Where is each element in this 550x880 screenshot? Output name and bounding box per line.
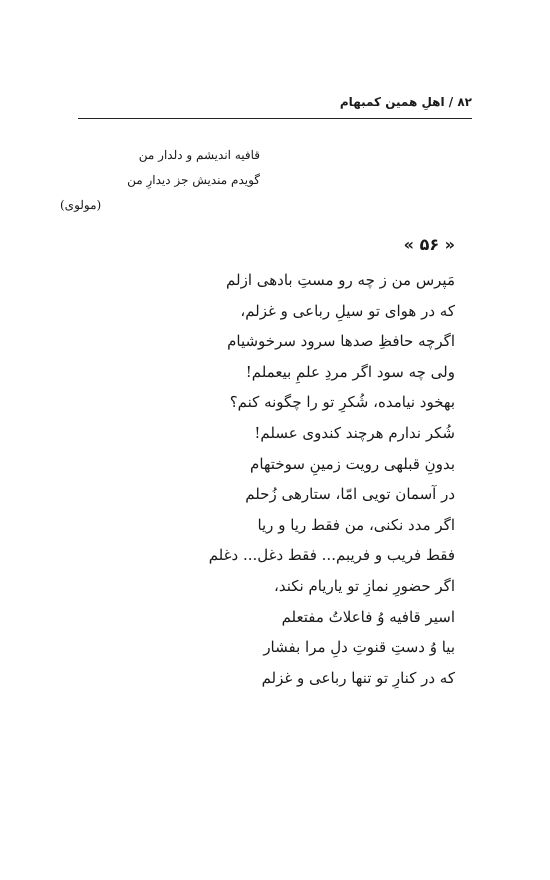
- epigraph: [60, 143, 260, 218]
- poem-number: « ۵۶ »: [403, 235, 455, 254]
- poem-line: فقط فریب و فریبم... فقط دغل... دغلم: [208, 546, 455, 565]
- poem-line: اگر حضورِ نمازِ تو یاریام نکند،: [273, 576, 455, 595]
- epigraph-poet: (مولوی): [60, 198, 102, 212]
- poem-body: [95, 265, 455, 693]
- epigraph-line: قافیه اندیشم و دلدار من: [138, 148, 260, 162]
- poem-line: ولی چه سود اگر مردِ علمِ بیعملم!: [245, 362, 455, 381]
- poem-line: شُکر ندارم هرچند کندوی عسلم!: [254, 423, 455, 442]
- poem-line: در آسمان تویی امّا، ستارهی زُحلم: [245, 485, 455, 504]
- poem-line: اگر مدد نکنی، من فقط ریا و ریا: [257, 515, 455, 534]
- running-header: ۸۲ / اهلِ همین کمبهام: [339, 95, 472, 109]
- poem-line: اگرچه حافظِ صدها سرود سرخوشیام: [227, 332, 455, 351]
- poem-line: که در کنارِ تو تنها رباعی و غزلم: [261, 668, 455, 687]
- poem-line: بدونِ قبلهی رویت زمینِ سوختهام: [250, 454, 455, 473]
- poem-line: اسیر قافیه وُ فاعلاتُ مفتعلم: [281, 607, 455, 626]
- poem-line: بهخود نیامده، شُکرِ تو را چگونه کنم؟: [229, 393, 455, 412]
- header-rule: [78, 118, 472, 119]
- poem-line: که در هوای تو سیلِ رباعی و غزلم،: [240, 301, 455, 320]
- epigraph-line: گویدم مندیش جز دیدارِ من: [127, 173, 260, 187]
- poem-line: بیا وُ دستِ قنوتِ دلِ مرا بفشار: [263, 638, 455, 657]
- poem-line: مَپرس من ز چه رو مستِ بادهی ازلم: [226, 271, 455, 289]
